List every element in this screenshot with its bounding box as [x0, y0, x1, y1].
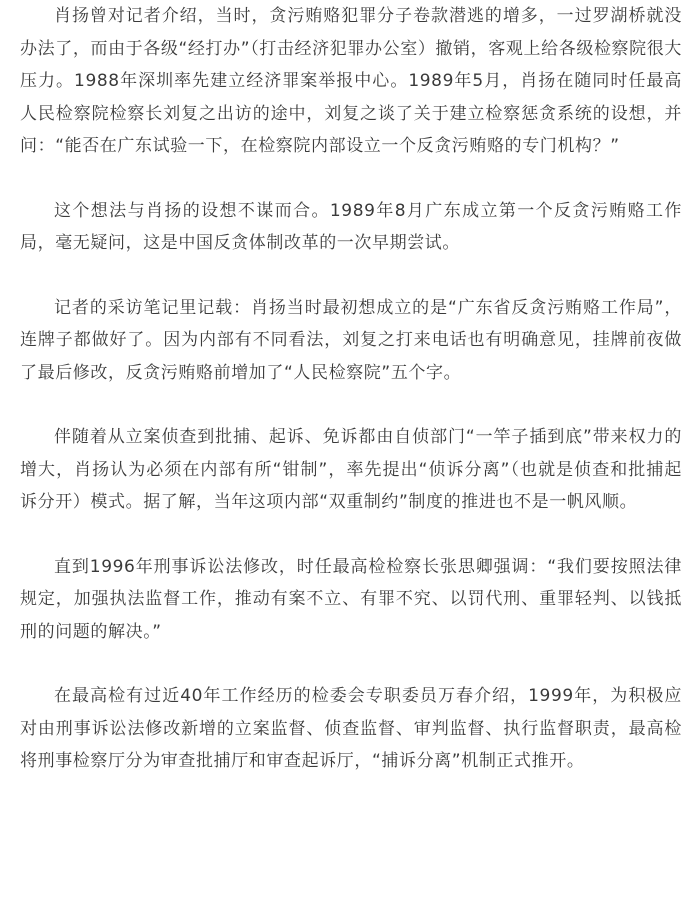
- paragraph: 这个想法与肖扬的设想不谋而合。1989年8月广东成立第一个反贪污贿赂工作局，毫无疑问，这是中国反贪体制改革的一次早期尝试。: [20, 200, 682, 253]
- paragraph: 肖扬曾对记者介绍，当时，贪污贿赂犯罪分子卷款潜逃的增多，一过罗湖桥就没办法了，而由于各级“经打办”（打击经济犯罪办公室）撤销，客观上给各级检察院很大压力。1988年深圳率先建立经济罪案举报中心。1989年5月，肖扬在随同时任最高人民检察院检察长刘复之出访的途中，刘复之谈了关于建立检察惩贪系统的设想，并问：“能否在广东试验一下，在检察院内部设立一个反贪污贿赂的专门机构？”: [20, 6, 682, 156]
- paragraph: 直到1996年刑事诉讼法修改，时任最高检检察长张思卿强调：“我们要按照法律规定，加强执法监督工作，推动有案不立、有罪不究、以罚代刑、重罪轻判、以钱抵刑的问题的解决。”: [20, 556, 682, 642]
- article-body: [20, 0, 682, 778]
- paragraph: 记者的采访笔记里记载：肖扬当时最初想成立的是“广东省反贪污贿赂工作局”，连牌子都做好了。因为内部有不同看法，刘复之打来电话也有明确意见，挂牌前夜做了最后修改，反贪污贿赂前增加了“人民检察院”五个字。: [20, 297, 682, 383]
- paragraph: 伴随着从立案侦查到批捕、起诉、免诉都由自侦部门“一竿子插到底”带来权力的增大，肖扬认为必须在内部有所“钳制”，率先提出“侦诉分离”（也就是侦查和批捕起诉分开）模式。据了解，当年这项内部“双重制约”制度的推进也不是一帆风顺。: [20, 427, 682, 512]
- paragraph: 在最高检有过近40年工作经历的检委会专职委员万春介绍，1999年，为积极应对由刑事诉讼法修改新增的立案监督、侦查监督、审判监督、执行监督职责，最高检将刑事检察厅分为审查批捕厅和审查起诉厅，“捕诉分离”机制正式推开。: [20, 686, 682, 771]
